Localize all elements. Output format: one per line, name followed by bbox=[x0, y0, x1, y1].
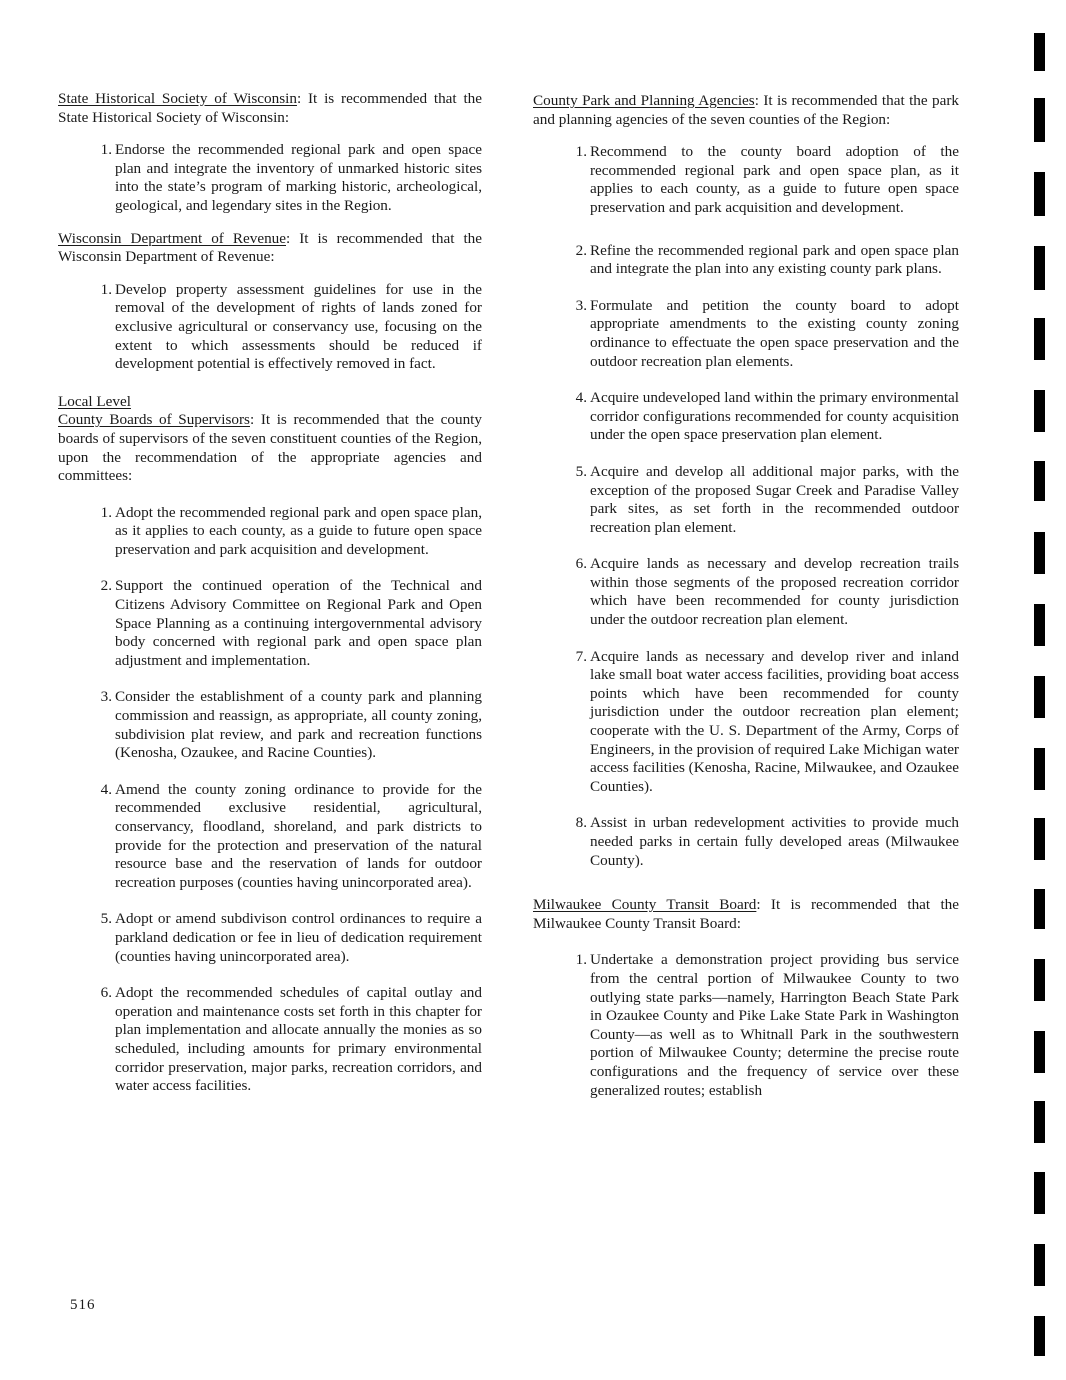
list-item: 4. Acquire undeveloped land within the primary environmental corridor configurations recommended for county acquisition under the open space preservation plan element. bbox=[575, 389, 959, 444]
revenue-heading: Wisconsin Department of Revenue bbox=[58, 229, 286, 247]
list-item: 5. Acquire and develop all additional major parks, with the exception of the proposed Sugar Creek and Paradise Valley park sites, as set forth in the recommended outdoor recreation plan element. bbox=[575, 462, 959, 536]
scan-mark bbox=[1034, 461, 1045, 501]
scan-mark bbox=[1034, 532, 1045, 574]
scan-mark bbox=[1034, 98, 1045, 142]
county-park-heading: County Park and Planning Agencies bbox=[533, 92, 755, 109]
list-item: 3. Formulate and petition the county board to adopt appropriate amendments to the existing county zoning ordinance to effectuate the open space preservation and the outdoor recreation plan elements. bbox=[575, 296, 959, 370]
state-historical-list bbox=[58, 141, 482, 215]
scan-mark bbox=[1034, 818, 1045, 860]
list-item: 1. Undertake a demonstration project providing bus service from the central portion of Milwaukee County to two outlying state parks—namely, Harrington Beach State Park in Ozaukee County and Pike Lake State Park in Washington County—as well as to Whitnall Park in the southwestern portion of Milwaukee County; determine the precise route configurations and the frequency of service over these generalized routes; establish bbox=[575, 951, 959, 1099]
county-boards-intro: County Boards of Supervisors: It is recommended that the county boards of supervisors of the seven constituent counties of the Region, upon the recommendation of the appropriate agencies and committees: bbox=[58, 411, 482, 485]
list-item: 6. Adopt the recommended schedules of capital outlay and operation and maintenance costs set forth in this chapter for plan implementation and allocate annually the monies as so scheduled, including amounts for primary environmental corridor preservation, major parks, recreation corridors, and water access facilities. bbox=[100, 984, 482, 1095]
page-number: 516 bbox=[70, 1297, 96, 1313]
scan-mark bbox=[1034, 604, 1045, 646]
transit-intro: Milwaukee County Transit Board: It is recommended that the Milwaukee County Transit Board: bbox=[533, 896, 960, 932]
list-item: 6. Acquire lands as necessary and develop recreation trails within those segments of the proposed recreation corridor which have been recommended for county jurisdiction under the outdoor recreation plan element. bbox=[575, 555, 959, 629]
list-item: 2. Refine the recommended regional park and open space plan and integrate the plan into any existing county park plans. bbox=[575, 241, 959, 278]
scan-mark bbox=[1034, 1244, 1045, 1286]
scan-mark bbox=[1034, 1031, 1045, 1073]
right-column bbox=[533, 92, 959, 1100]
state-historical-heading: State Historical Society of Wisconsin bbox=[58, 90, 297, 107]
scan-mark bbox=[1034, 318, 1045, 360]
county-boards-list bbox=[58, 504, 482, 1096]
scan-mark bbox=[1034, 33, 1045, 71]
list-item: 7. Acquire lands as necessary and develop river and inland lake small boat water access facilities, providing boat access points which have been recommended for county jurisdiction under the outdoor recreation plan element; cooperate with the U. S. Department of the Army, Corps of Engineers, in the provision of required Lake Michigan water access facilities (Kenosha, Racine, Milwaukee, and Ozaukee Counties). bbox=[575, 647, 959, 795]
scan-mark bbox=[1034, 1316, 1045, 1356]
scan-mark bbox=[1034, 676, 1045, 718]
list-item: 2. Support the continued operation of the Technical and Citizens Advisory Committee on Regional Park and Open Space Planning as a continuing intergovernmental advisory body concerned with regional park and open space plan adjustment and implementation. bbox=[100, 577, 482, 669]
transit-list bbox=[533, 951, 959, 1100]
list-item: 1. Endorse the recommended regional park and open space plan and integrate the inventory of unmarked historic sites into the state’s program of marking historic, archeological, geological, and legendary sites in the Region. bbox=[100, 141, 482, 214]
transit-heading: Milwaukee County Transit Board bbox=[533, 896, 757, 914]
list-item: 1. Develop property assessment guidelines for use in the removal of the development of rights of lands zoned for exclusive agricultural or conservancy use, focusing on the extent to which assessments should be reduced if development potential is effectively removed in fact. bbox=[100, 280, 482, 373]
local-level-heading: Local Level bbox=[58, 392, 131, 410]
list-item: 5. Adopt or amend subdivison control ordinances to require a parkland dedication or fee in lieu of dedication requirement (counties having unincorporated area). bbox=[100, 910, 482, 965]
scan-mark bbox=[1034, 959, 1045, 1001]
scan-mark bbox=[1034, 390, 1045, 432]
county-boards-heading: County Boards of Supervisors bbox=[58, 411, 250, 429]
list-item: 3. Consider the establishment of a county park and planning commission and reassign, as appropriate, all county zoning, subdivision plat review, and park and recreation functions (Kenosha, Ozaukee, and Racine Counties). bbox=[100, 688, 482, 762]
scan-mark bbox=[1034, 172, 1045, 216]
list-item: 1. Recommend to the county board adoption of the recommended regional park and open space plan, as it applies to each county, as a guide to future open space preservation and park acquisition and development. bbox=[575, 143, 959, 216]
county-park-list bbox=[533, 143, 959, 870]
list-item: 4. Amend the county zoning ordinance to provide for the recommended exclusive residential, agricultural, conservancy, floodland, shoreland, and park districts to provide for the protection and preservation of the natural resource base and the reservation of lands for outdoor recreation purposes (counties having unincorporated area). bbox=[100, 780, 482, 891]
revenue-intro: Wisconsin Department of Revenue: It is recommended that the Wisconsin Department of Revenue: bbox=[58, 229, 482, 266]
county-park-intro: County Park and Planning Agencies: It is recommended that the park and planning agencies of the seven counties of the Region: bbox=[533, 92, 959, 128]
list-item: 1. Adopt the recommended regional park and open space plan, as it applies to each county, as a guide to future open space preservation and park acquisition and development. bbox=[100, 503, 482, 558]
scan-mark bbox=[1034, 748, 1045, 790]
state-historical-intro: State Historical Society of Wisconsin: It is recommended that the State Historical Society of Wisconsin: bbox=[58, 90, 482, 126]
scan-mark bbox=[1034, 246, 1045, 290]
left-column bbox=[58, 90, 482, 1096]
scan-mark bbox=[1034, 1101, 1045, 1143]
scan-edge-marks bbox=[1032, 0, 1052, 1380]
scan-mark bbox=[1034, 889, 1045, 929]
list-item: 8. Assist in urban redevelopment activities to provide much needed parks in certain fully developed areas (Milwaukee County). bbox=[575, 814, 959, 869]
scan-mark bbox=[1034, 1172, 1045, 1214]
revenue-list bbox=[58, 281, 482, 374]
